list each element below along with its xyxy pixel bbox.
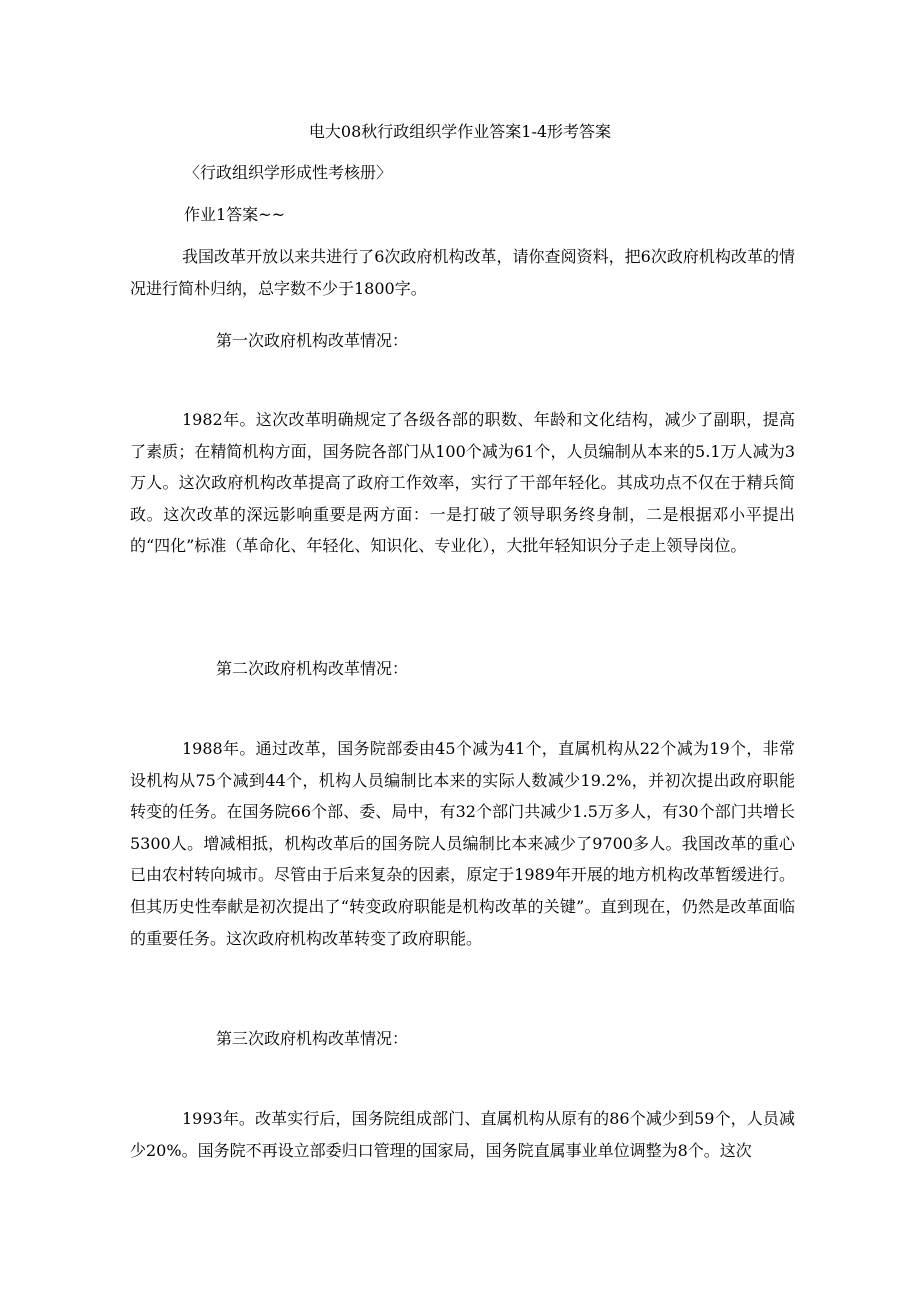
booklet-name: 〈行政组织学形成性考核册〉 xyxy=(184,163,393,182)
section-body: 1993年。改革实行后，国务院组成部门、直属机构从原有的86个减少到59个，人员减少20%。国务院不再设立部委归口管理的国家局，国务院直属事业单位调整为8个。这次 xyxy=(130,1109,795,1160)
section-heading: 第二次政府机构改革情况： xyxy=(216,659,409,678)
section-heading: 第一次政府机构改革情况： xyxy=(216,331,409,350)
section-body: 1988年。通过改革，国务院部委由45个减为41个，直属机构从22个减为19个，非常设机构从75个减到44个，机构人员编制比本来的实际人数减少19.2%，并初次提出政府职能转变的任务。在国务院66个部、委、局中，有32个部门共减少1.5万多人，有30个部门共增长5300人。增减相抵，机构改革后的国务院人员编制比本来减少了9700多人。我国改革的重心已由农村转向城市。尽管由于后来复杂的因素，原定于1989年开展的地方机构改革暂缓进行。但其历史性奉献是初次提出了“转变政府职能是机构改革的关键”。直到现在，仍然是改革面临的重要任务。这次政府机构改革转变了政府职能。 xyxy=(130,739,795,948)
assignment-label: 作业1答案~~ xyxy=(184,205,285,224)
assignment-prompt: 我国改革开放以来共进行了6次政府机构改革，请你查阅资料，把6次政府机构改革的情况进行简朴归纳，总字数不少于1800字。 xyxy=(130,247,795,298)
section-heading: 第三次政府机构改革情况： xyxy=(216,1029,409,1048)
section-body: 1982年。这次改革明确规定了各级各部的职数、年龄和文化结构，减少了副职，提高了素质；在精简机构方面，国务院各部门从100个减为61个，人员编制从本来的5.1万人减为3万人。这次政府机构改革提高了政府工作效率，实行了干部年轻化。其成功点不仅在于精兵简政。这次改革的深远影响重要是两方面：一是打破了领导职务终身制，二是根据邓小平提出的“四化”标准（革命化、年轻化、知识化、专业化），大批年轻知识分子走上领导岗位。 xyxy=(130,410,795,556)
document-title: 电大08秋行政组织学作业答案1-4形考答案 xyxy=(308,122,612,141)
